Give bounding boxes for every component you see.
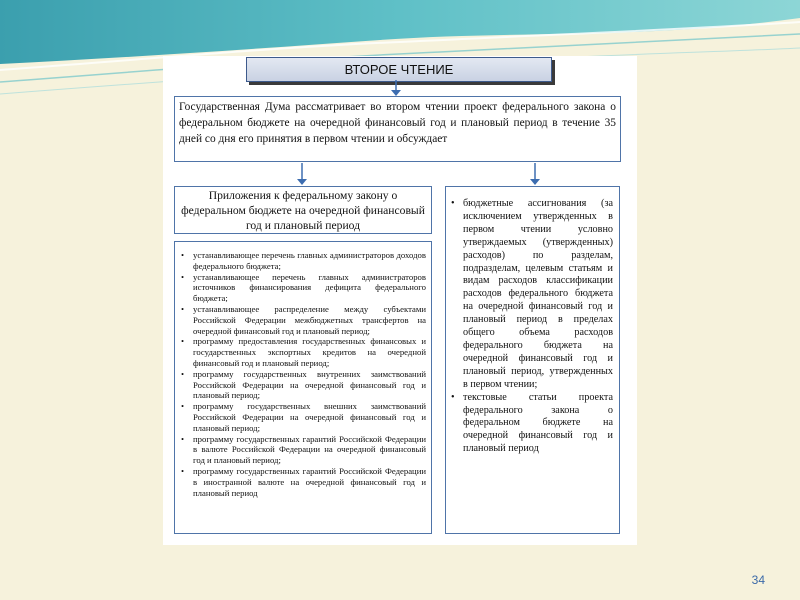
list-item: • бюджетные ассигнования (за исключением утвержденных в первом чтении условно утверждаемых (утвержденных) расходов) по разделам, подразделам, целевым статьям и видам расходов классификации расходов федерального бюджета на очередной финансовый год и плановый период в пределах общего объема расходов федерального бюджета на очередной финансовый год и плановый период, утвержденных в первом чтении; [450, 198, 613, 392]
list-item: • устанавливающее перечень главных администраторов доходов федерального бюджета; [180, 250, 426, 272]
arrow-down-icon [390, 80, 402, 97]
title-box: ВТОРОЕ ЧТЕНИЕ [246, 57, 552, 82]
arrow-down-icon [529, 163, 541, 186]
list-item: • программу предоставления государственных финансовых и государственных экспортных кредитов на очередной финансовый год и плановый период; [180, 336, 426, 368]
arrow-down-icon [296, 163, 308, 186]
list-item: • программу государственных гарантий Российской Федерации в валюте Российской Федерации на очередной финансовый год и плановый период; [180, 434, 426, 466]
list-item: • программу государственных внутренних заимствований Российской Федерации на очередной финансовый год и плановый период; [180, 369, 426, 401]
main-description-box: Государственная Дума рассматривает во втором чтении проект федерального закона о федеральном бюджете на очередной финансовый год и плановый период в течение 35 дней со дня его принятия в первом чтении и обсуждает [174, 96, 621, 162]
budget-allocations-box [445, 186, 620, 534]
list-item: • текстовые статьи проекта федерального закона о федеральном бюджете на очередной финансовый год и плановый период [450, 392, 613, 457]
list-item: • устанавливающее распределение между субъектами Российской Федерации межбюджетных трансфертов на очередной финансовый год и плановый период; [180, 304, 426, 336]
appendices-title-box: Приложения к федеральному закону о федеральном бюджете на очередной финансовый год и плановый период [174, 186, 432, 234]
list-item: • программу государственных внешних заимствований Российской Федерации на очередной финансовый год и плановый период; [180, 401, 426, 433]
appendices-list-box [174, 241, 432, 534]
list-item: • устанавливающее перечень главных администраторов источников финансирования дефицита федерального бюджета; [180, 272, 426, 304]
page-number: 34 [751, 573, 765, 587]
list-item: • программу государственных гарантий Российской Федерации в иностранной валюте на очередной финансовый год и плановый период [180, 466, 426, 498]
